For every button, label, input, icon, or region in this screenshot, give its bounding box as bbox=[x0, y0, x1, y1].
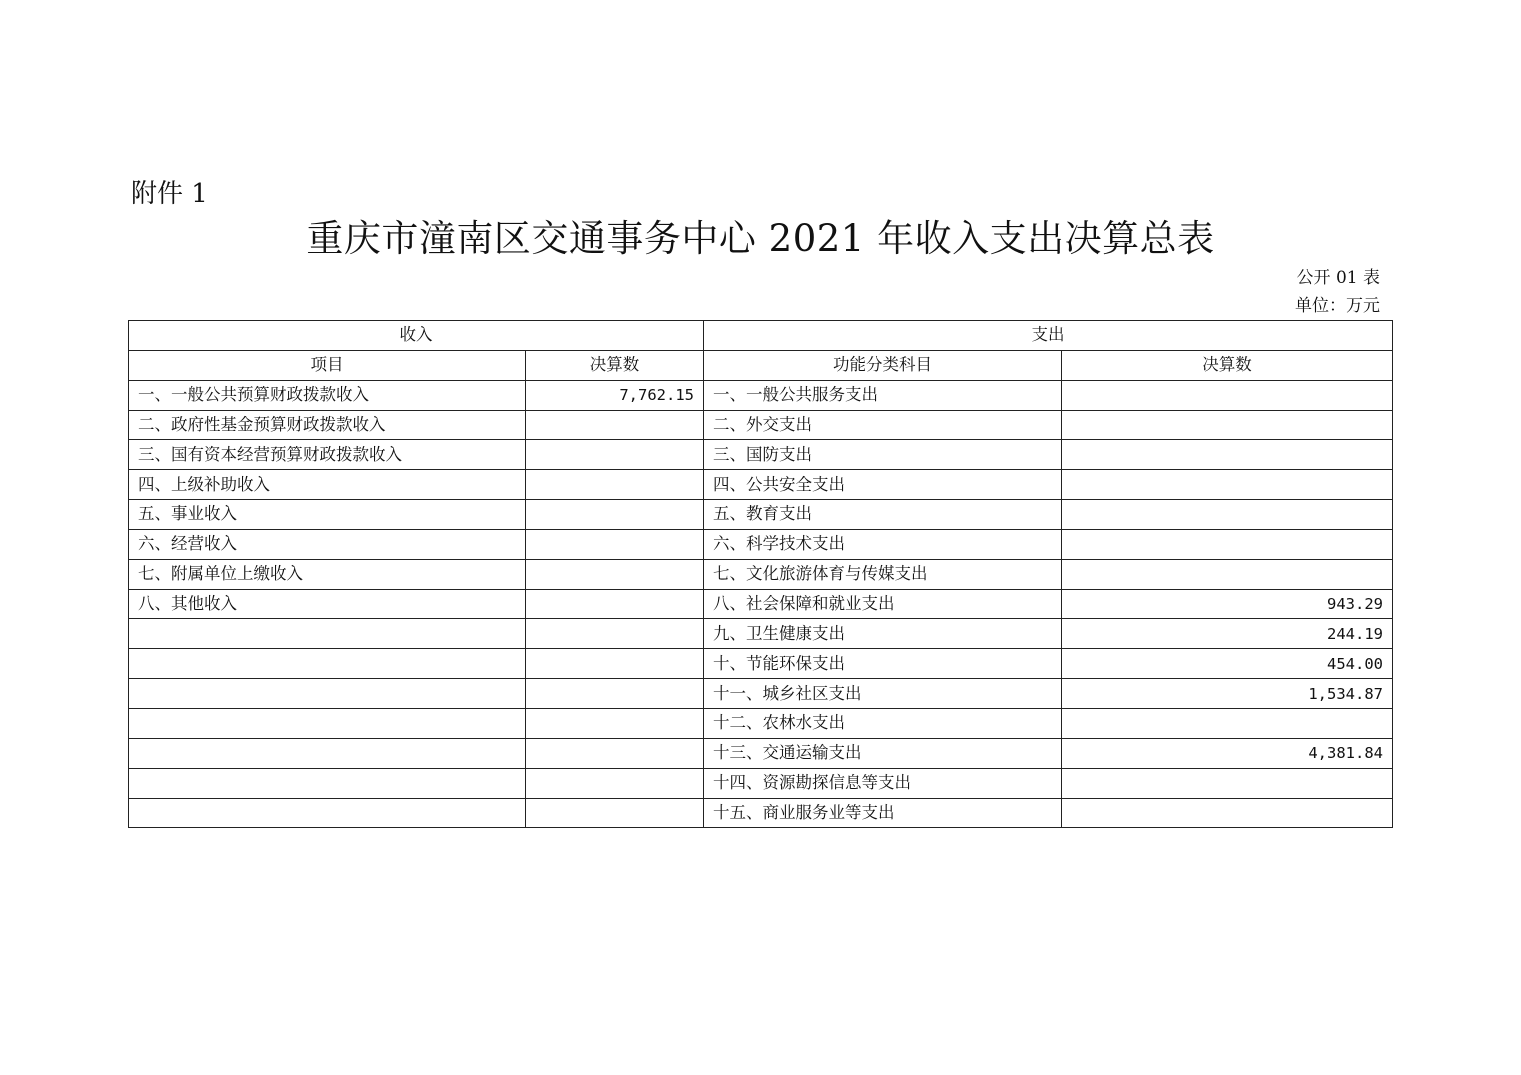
income-amount-cell bbox=[526, 798, 704, 828]
income-amount-cell bbox=[526, 470, 704, 500]
income-item-cell bbox=[129, 798, 526, 828]
document-title: 重庆市潼南区交通事务中心 2021 年收入支出决算总表 bbox=[306, 217, 1215, 260]
income-item-cell: 四、上级补助收入 bbox=[129, 470, 526, 500]
income-item-cell: 三、国有资本经营预算财政拨款收入 bbox=[129, 440, 526, 470]
column-header-row bbox=[129, 350, 1393, 380]
expense-amount-cell: 4,381.84 bbox=[1062, 738, 1393, 768]
section-header-row bbox=[129, 321, 1393, 351]
income-amount-cell bbox=[526, 738, 704, 768]
expense-amount-cell: 244.19 bbox=[1062, 619, 1393, 649]
income-item-cell bbox=[129, 679, 526, 709]
table-row bbox=[129, 440, 1393, 470]
income-amount-column-header: 决算数 bbox=[526, 350, 704, 380]
expense-amount-cell bbox=[1062, 380, 1393, 410]
expense-item-cell: 十四、资源勘探信息等支出 bbox=[704, 768, 1062, 798]
table-row bbox=[129, 500, 1393, 530]
income-amount-cell bbox=[526, 619, 704, 649]
income-item-cell: 五、事业收入 bbox=[129, 500, 526, 530]
expense-section-header: 支出 bbox=[704, 321, 1393, 351]
attachment-label: 附件 1 bbox=[131, 179, 208, 209]
expense-item-cell: 十三、交通运输支出 bbox=[704, 738, 1062, 768]
expense-amount-cell bbox=[1062, 559, 1393, 589]
expense-item-cell: 三、国防支出 bbox=[704, 440, 1062, 470]
expense-item-cell: 十五、商业服务业等支出 bbox=[704, 798, 1062, 828]
expense-item-cell: 九、卫生健康支出 bbox=[704, 619, 1062, 649]
income-item-cell: 八、其他收入 bbox=[129, 589, 526, 619]
expense-item-cell: 四、公共安全支出 bbox=[704, 470, 1062, 500]
unit-label: 单位：万元 bbox=[1295, 296, 1380, 316]
income-expense-table bbox=[128, 320, 1393, 828]
expense-item-cell: 十一、城乡社区支出 bbox=[704, 679, 1062, 709]
income-amount-cell bbox=[526, 559, 704, 589]
expense-item-cell: 一、一般公共服务支出 bbox=[704, 380, 1062, 410]
expense-item-cell: 十二、农林水支出 bbox=[704, 708, 1062, 738]
expense-amount-cell: 454.00 bbox=[1062, 649, 1393, 679]
expense-item-cell: 十、节能环保支出 bbox=[704, 649, 1062, 679]
expense-item-cell: 五、教育支出 bbox=[704, 500, 1062, 530]
expense-amount-cell bbox=[1062, 500, 1393, 530]
expense-item-cell: 六、科学技术支出 bbox=[704, 529, 1062, 559]
income-amount-cell bbox=[526, 500, 704, 530]
expense-item-column-header: 功能分类科目 bbox=[704, 350, 1062, 380]
expense-amount-cell bbox=[1062, 440, 1393, 470]
income-amount-cell bbox=[526, 768, 704, 798]
expense-amount-cell bbox=[1062, 708, 1393, 738]
expense-amount-cell bbox=[1062, 798, 1393, 828]
expense-item-cell: 二、外交支出 bbox=[704, 410, 1062, 440]
expense-amount-cell bbox=[1062, 529, 1393, 559]
income-item-cell bbox=[129, 649, 526, 679]
income-item-cell: 一、一般公共预算财政拨款收入 bbox=[129, 380, 526, 410]
expense-amount-cell bbox=[1062, 470, 1393, 500]
table-body bbox=[129, 380, 1393, 828]
income-amount-cell bbox=[526, 440, 704, 470]
income-amount-cell: 7,762.15 bbox=[526, 380, 704, 410]
table-code: 公开 01 表 bbox=[1296, 268, 1380, 288]
expense-amount-cell: 1,534.87 bbox=[1062, 679, 1393, 709]
income-item-cell bbox=[129, 738, 526, 768]
table-row bbox=[129, 559, 1393, 589]
table-row bbox=[129, 410, 1393, 440]
expense-amount-cell bbox=[1062, 410, 1393, 440]
income-amount-cell bbox=[526, 649, 704, 679]
income-section-header: 收入 bbox=[129, 321, 704, 351]
expense-amount-column-header: 决算数 bbox=[1062, 350, 1393, 380]
table-row bbox=[129, 380, 1393, 410]
income-item-cell: 二、政府性基金预算财政拨款收入 bbox=[129, 410, 526, 440]
table-row bbox=[129, 589, 1393, 619]
table-row bbox=[129, 798, 1393, 828]
table-row bbox=[129, 738, 1393, 768]
expense-amount-cell: 943.29 bbox=[1062, 589, 1393, 619]
table-row bbox=[129, 679, 1393, 709]
expense-amount-cell bbox=[1062, 768, 1393, 798]
table-row bbox=[129, 470, 1393, 500]
income-amount-cell bbox=[526, 589, 704, 619]
table-row bbox=[129, 708, 1393, 738]
table-row bbox=[129, 768, 1393, 798]
expense-item-cell: 七、文化旅游体育与传媒支出 bbox=[704, 559, 1062, 589]
income-item-cell bbox=[129, 708, 526, 738]
income-item-column-header: 项目 bbox=[129, 350, 526, 380]
table-row bbox=[129, 649, 1393, 679]
income-amount-cell bbox=[526, 410, 704, 440]
income-item-cell bbox=[129, 619, 526, 649]
income-item-cell: 七、附属单位上缴收入 bbox=[129, 559, 526, 589]
income-item-cell: 六、经营收入 bbox=[129, 529, 526, 559]
income-amount-cell bbox=[526, 679, 704, 709]
table-row bbox=[129, 619, 1393, 649]
income-item-cell bbox=[129, 768, 526, 798]
income-amount-cell bbox=[526, 529, 704, 559]
table-row bbox=[129, 529, 1393, 559]
expense-item-cell: 八、社会保障和就业支出 bbox=[704, 589, 1062, 619]
income-amount-cell bbox=[526, 708, 704, 738]
